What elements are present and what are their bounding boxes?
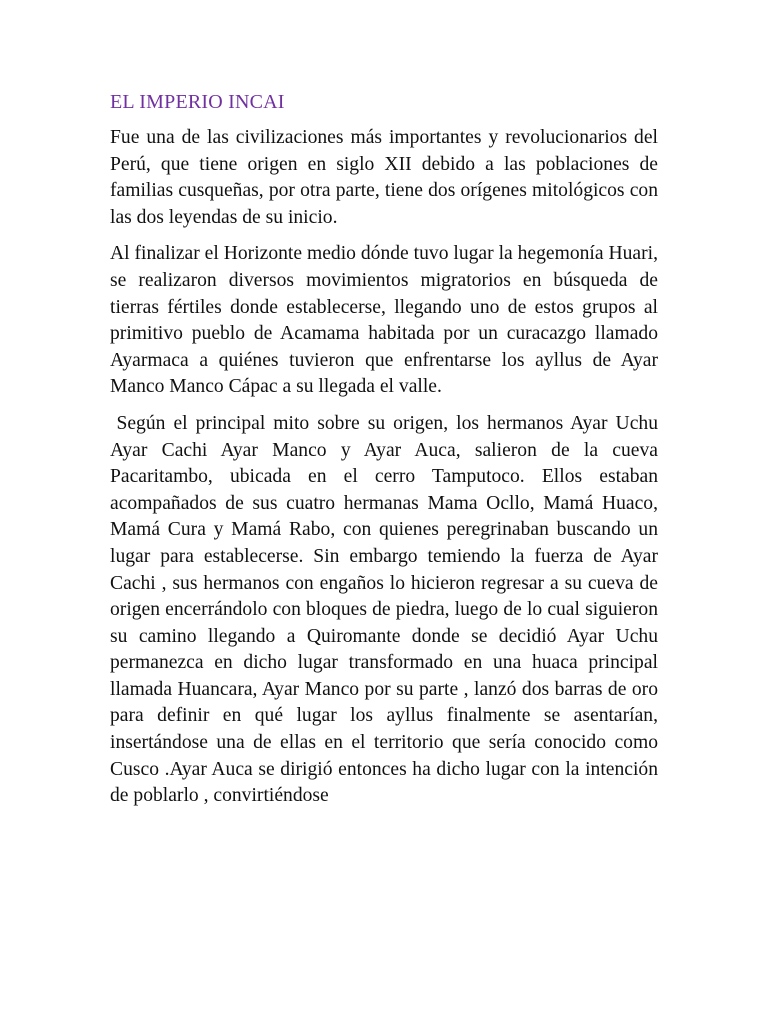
paragraph-intro: Fue una de las civilizaciones más importantes y revolucionarios del Perú, que tiene origen en siglo XII debido a las poblaciones de familias cusqueñas, por otra parte, tiene dos orígenes mitológicos con las dos leyendas de su inicio.	[110, 127, 658, 228]
paragraph-horizonte-medio: Al finalizar el Horizonte medio dónde tuvo lugar la hegemonía Huari, se realizaron diversos movimientos migratorios en búsqueda de tierras fértiles donde establecerse, llegando uno de estos grupos al primitivo pueblo de Acamama habitada por un curacazgo llamado Ayarmaca a quiénes tuvieron que enfrentarse los ayllus de Ayar Manco Manco Cápac a su llegada el valle.	[110, 243, 658, 398]
paragraph-mito-origen: Según el principal mito sobre su origen, los hermanos Ayar Uchu Ayar Cachi Ayar Manco y Ayar Auca, salieron de la cueva Pacaritambo, ubicada en el cerro Tamputoco. Ellos estaban acompañados de sus cuatro hermanas Mama Ocllo, Mamá Huaco, Mamá Cura y Mamá Rabo, con quienes peregrinaban buscando un lugar para establecerse. Sin embargo temiendo la fuerza de Ayar Cachi , sus hermanos con engaños lo hicieron regresar a su cueva de origen encerrándolo con bloques de piedra, luego de lo cual siguieron su camino llegando a Quiromante donde se decidió Ayar Uchu permanezca en dicho lugar transformado en una huaca principal llamada Huancara, Ayar Manco por su parte , lanzó dos barras de oro para definir en qué lugar los ayllus finalmente se asentarían, insertándose una de ellas en el territorio que sería conocido como Cusco .Ayar Auca se dirigió entonces ha dicho lugar con la intención de poblarlo , convirtiéndose	[110, 412, 658, 807]
document-title: EL IMPERIO INCAI	[110, 91, 285, 113]
document-body	[110, 88, 658, 820]
